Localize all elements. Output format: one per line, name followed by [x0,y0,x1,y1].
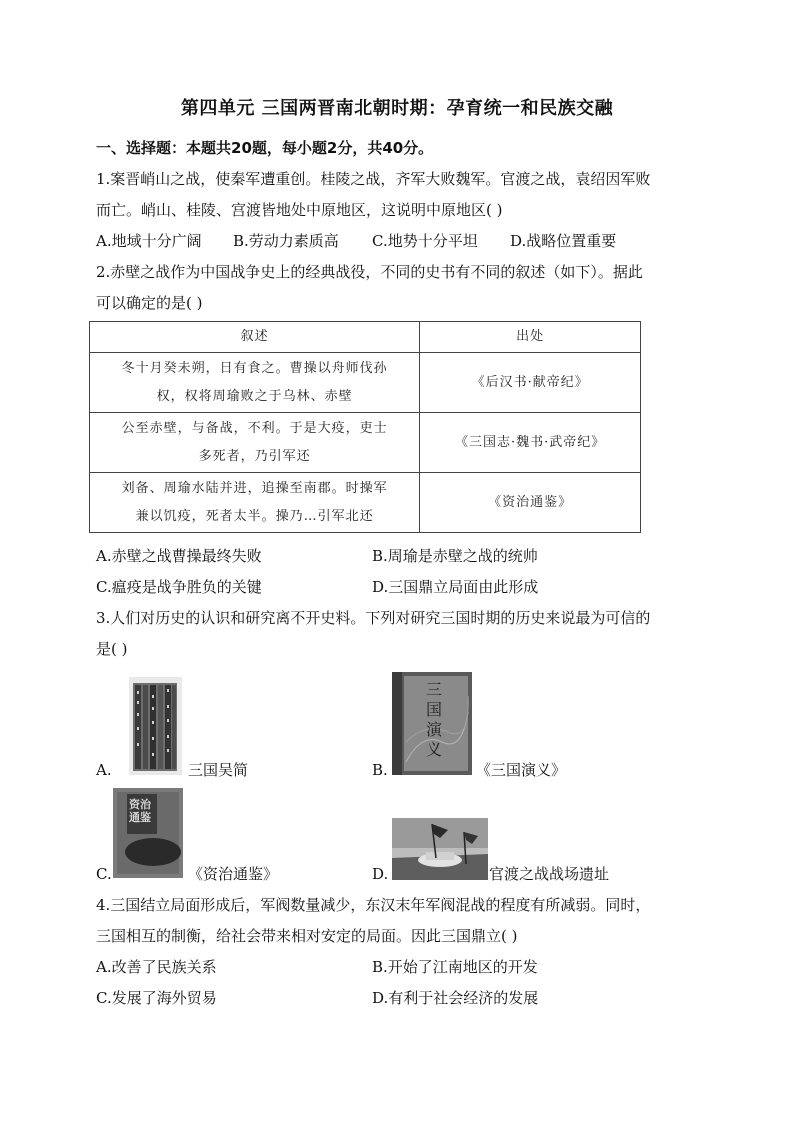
table-cell-desc [90,473,420,533]
desc-line: 多死者，乃引军还 [198,448,311,464]
q4-option-b: B.开始了江南地区的开发 [372,958,538,976]
table-header-desc: 叙述 [90,322,420,353]
q4-option-c: C.发展了海外贸易 [96,989,217,1007]
zizhi-tongjian-cover-image [113,788,183,878]
bamboo-slips-image [129,677,182,775]
desc-line: 兼以饥疫，死者太半。操乃…引军北还 [135,508,374,524]
q2-option-b: B.周瑜是赤壁之战的统帅 [372,547,538,565]
q3-option-b-letter: B. [372,761,388,779]
q2-stem-line1: 2.赤壁之战作为中国战争史上的经典战役，不同的史书有不同的叙述（如下）。据此 [96,263,643,281]
table-header-source: 出处 [420,322,641,353]
q1-stem-line1: 1.案晋峭山之战，使秦军遭重创。桂陵之战，齐军大败魏军。官渡之战，袁绍因军败 [96,170,651,188]
q3-stem-line2: 是( ) [96,640,128,658]
section-heading: 一、选择题：本题共20题，每小题2分，共40分。 [96,139,434,157]
q1-option-a: A.地域十分广阔 [96,232,202,250]
desc-line: 冬十月癸未朔，日有食之。曹操以舟师伐孙 [121,360,388,376]
table-header-row [90,322,641,353]
q3-option-c-caption: 《资治通鉴》 [188,865,279,883]
zizhi-cover-title: 资治通鉴 [129,798,151,824]
desc-line: 刘备、周瑜水陆并进，追操至南郡。时操军 [121,480,388,496]
q3-option-b-caption: 《三国演义》 [476,761,567,779]
page-title: 第四单元 三国两晋南北朝时期：孕育统一和民族交融 [180,98,614,119]
q2-option-a: A.赤壁之战曹操最终失败 [96,547,262,565]
q2-source-table [89,321,641,533]
q3-option-c-letter: C. [96,865,112,883]
table-row [90,413,641,473]
table-cell-desc [90,353,420,413]
q2-option-d: D.三国鼎立局面由此形成 [372,578,539,596]
book-cover-title: 三国演义 [426,680,443,759]
q3-stem-line1: 3.人们对历史的认识和研究离不开史料。下列对研究三国时期的历史来说最为可信的 [96,609,651,627]
q4-option-d: D.有利于社会经济的发展 [372,989,539,1007]
table-cell-source: 《三国志·魏书·武帝纪》 [420,413,641,473]
q1-option-b: B.劳动力素质高 [233,232,339,250]
battlefield-site-image [392,818,488,880]
table-cell-desc [90,413,420,473]
q4-stem-line1: 4.三国结立局面形成后，军阀数量减少，东汉末年军阀混战的程度有所减弱。同时， [96,896,651,914]
table-row [90,353,641,413]
desc-line: 公至赤壁，与备战，不利。于是大疫，吏士 [121,420,388,436]
book-cover-image [392,672,472,775]
q3-option-d-caption: 官渡之战战场遗址 [489,865,610,883]
table-cell-source: 《后汉书·献帝纪》 [420,353,641,413]
table-row [90,473,641,533]
q1-option-c: C.地势十分平坦 [372,232,478,250]
q2-stem-line2: 可以确定的是( ) [96,294,203,312]
q4-stem-line2: 三国相互的制衡，给社会带来相对安定的局面。因此三国鼎立( ) [96,927,518,945]
q1-option-d: D.战略位置重要 [510,232,617,250]
desc-line: 权，权将周瑜败之于乌林、赤壁 [156,388,353,404]
q3-option-a-letter: A. [96,761,112,779]
table-cell-source: 《资治通鉴》 [420,473,641,533]
q2-option-c: C.瘟疫是战争胜负的关键 [96,578,262,596]
q3-option-a-caption: 三国吴简 [188,761,249,779]
q4-option-a: A.改善了民族关系 [96,958,217,976]
q1-stem-line2: 而亡。峭山、桂陵、宫渡皆地处中原地区，这说明中原地区( ) [96,201,503,219]
q3-option-d-letter: D. [372,865,389,883]
